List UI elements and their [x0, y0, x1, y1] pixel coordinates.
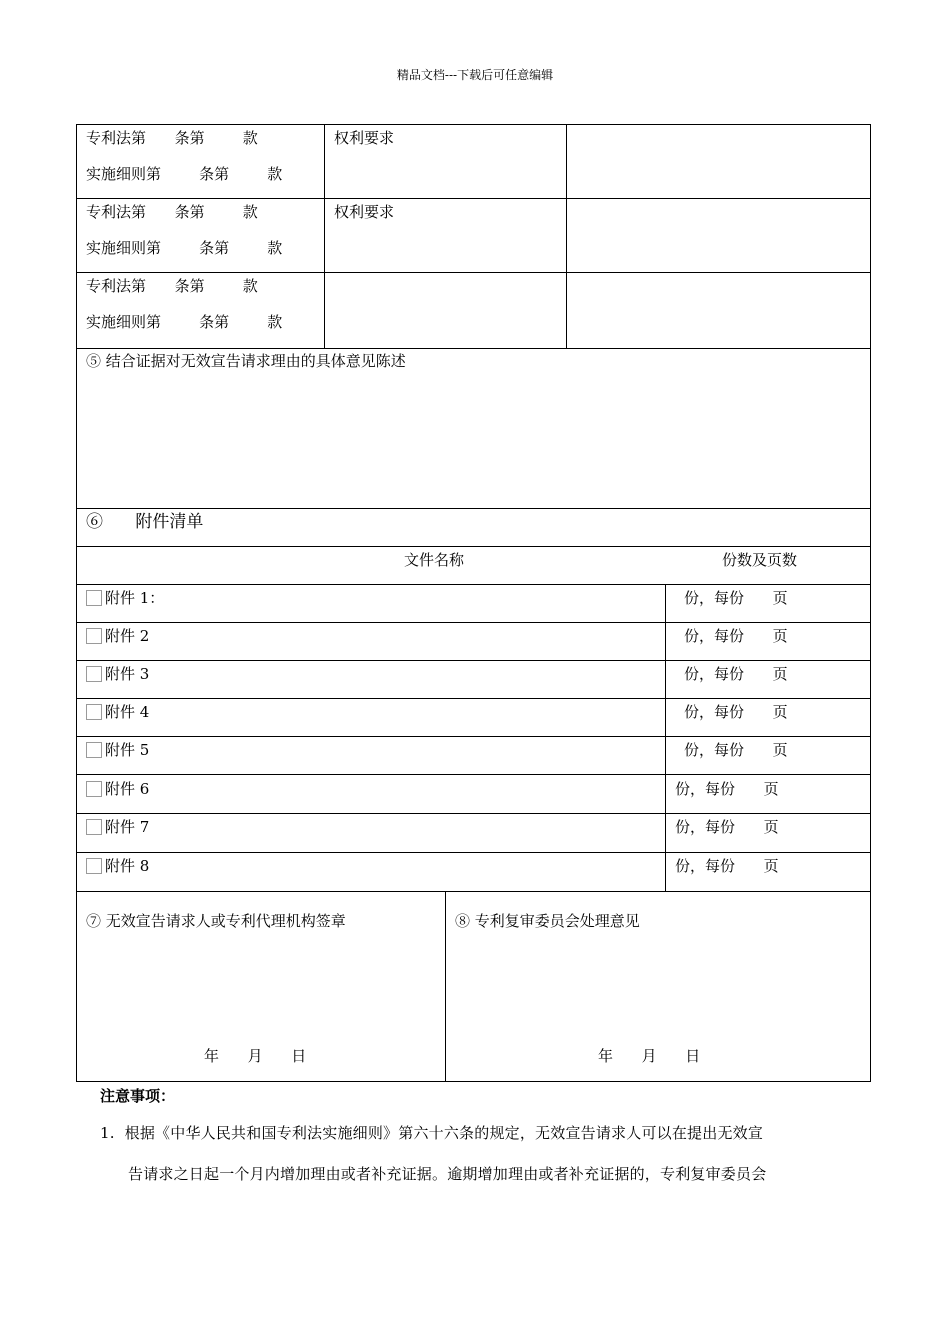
- note-line: 1. 根据《中华人民共和国专利法实施细则》第六十六条的规定，无效宣告请求人可以在提出无效宣: [100, 1124, 764, 1142]
- divider: [324, 124, 325, 348]
- attachment-checkbox[interactable]: [86, 628, 102, 644]
- claim-label: 权利要求: [334, 203, 395, 221]
- col-file-name: 文件名称: [404, 551, 465, 569]
- section8-title: ⑧ 专利复审委员会处理意见: [455, 912, 640, 930]
- rule-article-field[interactable]: 实施细则第 条第 款: [86, 313, 283, 331]
- col-count-pages: 份数及页数: [722, 551, 798, 569]
- divider: [76, 774, 871, 775]
- divider: [76, 272, 871, 273]
- divider: [76, 736, 871, 737]
- attachment-count[interactable]: 份，每份 页: [684, 589, 788, 607]
- attachment-label: 附件 4: [105, 703, 150, 721]
- attachment-checkbox[interactable]: [86, 781, 102, 797]
- divider: [76, 584, 871, 585]
- section8-date[interactable]: 年 月 日: [598, 1047, 701, 1065]
- section7-date[interactable]: 年 月 日: [204, 1047, 307, 1065]
- divider: [445, 891, 446, 1081]
- attachment-count[interactable]: 份，每份 页: [675, 857, 779, 875]
- section5-box[interactable]: [76, 348, 871, 509]
- divider: [76, 660, 871, 661]
- attachment-count[interactable]: 份，每份 页: [675, 780, 779, 798]
- attachment-checkbox[interactable]: [86, 742, 102, 758]
- attachment-count[interactable]: 份，每份 页: [684, 627, 788, 645]
- attachment-label: 附件 8: [105, 857, 150, 875]
- section5-title: ⑤ 结合证据对无效宣告请求理由的具体意见陈述: [86, 352, 406, 370]
- attachment-count[interactable]: 份，每份 页: [684, 703, 788, 721]
- rule-article-field[interactable]: 实施细则第 条第 款: [86, 239, 283, 257]
- divider: [76, 813, 871, 814]
- divider: [76, 698, 871, 699]
- attachment-label: 附件 2: [105, 627, 150, 645]
- attachment-count[interactable]: 份，每份 页: [684, 741, 788, 759]
- divider: [76, 198, 871, 199]
- attachment-label: 附件 1：: [105, 589, 165, 607]
- attachment-checkbox[interactable]: [86, 858, 102, 874]
- divider: [76, 546, 871, 547]
- header-note: 精品文档---下载后可任意编辑: [396, 68, 554, 82]
- attachment-checkbox[interactable]: [86, 704, 102, 720]
- attachment-count[interactable]: 份，每份 页: [675, 818, 779, 836]
- attachment-label: 附件 3: [105, 665, 150, 683]
- law-article-field[interactable]: 专利法第 条第 款: [86, 277, 258, 295]
- attachment-count[interactable]: 份，每份 页: [684, 665, 788, 683]
- rule-article-field[interactable]: 实施细则第 条第 款: [86, 165, 283, 183]
- notes-title: 注意事项：: [100, 1087, 176, 1105]
- attachment-label: 附件 5: [105, 741, 150, 759]
- law-article-field[interactable]: 专利法第 条第 款: [86, 129, 258, 147]
- divider: [76, 852, 871, 853]
- divider: [665, 584, 666, 891]
- attachment-checkbox[interactable]: [86, 819, 102, 835]
- note-line: 告请求之日起一个月内增加理由或者补充证据。逾期增加理由或者补充证据的，专利复审委员会: [128, 1165, 767, 1183]
- law-article-field[interactable]: 专利法第 条第 款: [86, 203, 258, 221]
- attachment-label: 附件 6: [105, 780, 150, 798]
- divider: [566, 124, 567, 348]
- divider: [76, 622, 871, 623]
- attachment-checkbox[interactable]: [86, 590, 102, 606]
- attachment-checkbox[interactable]: [86, 666, 102, 682]
- claim-label: 权利要求: [334, 129, 395, 147]
- attachment-label: 附件 7: [105, 818, 150, 836]
- section6-title: ⑥ 附件清单: [86, 512, 204, 532]
- section7-title: ⑦ 无效宣告请求人或专利代理机构签章: [86, 912, 346, 930]
